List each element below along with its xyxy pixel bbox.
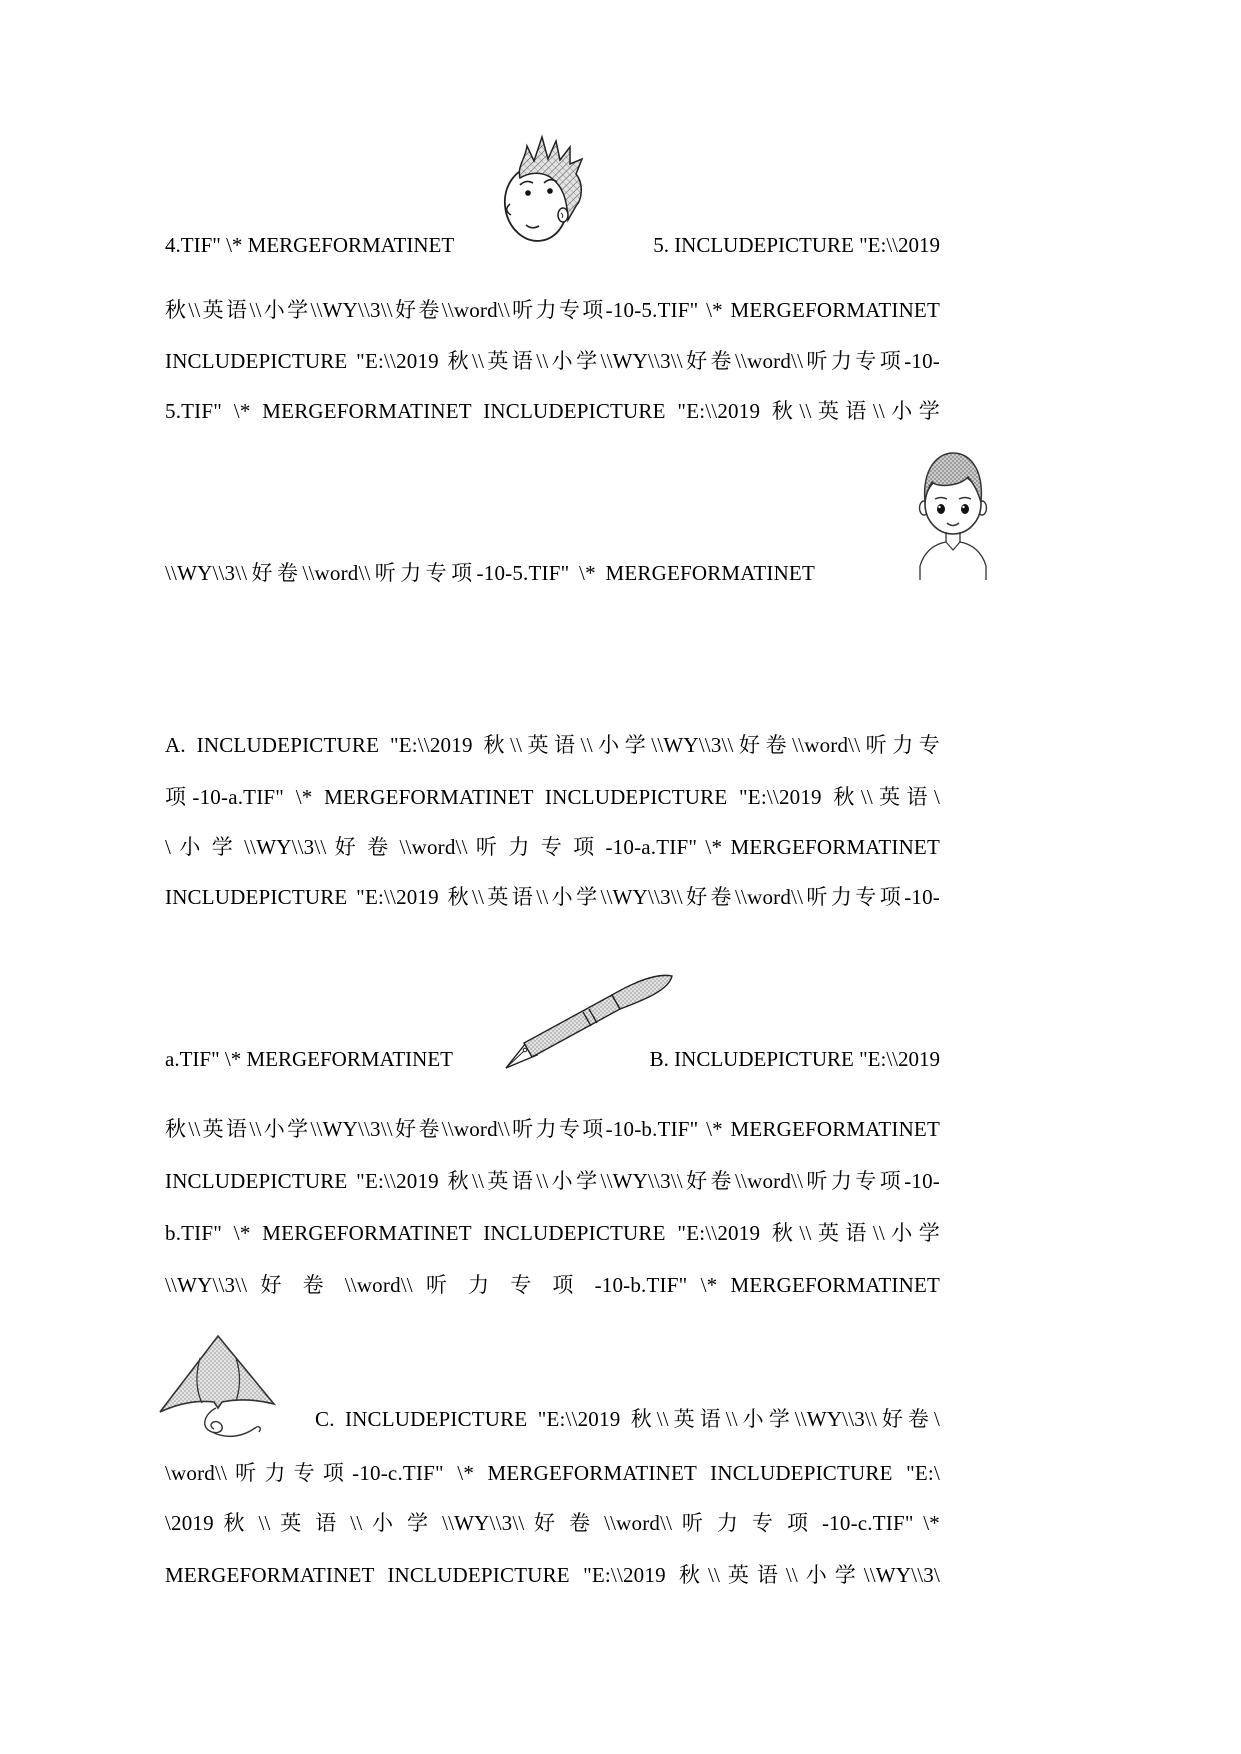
field-code-line: 5. INCLUDEPICTURE "E:\\2019	[653, 233, 940, 257]
field-code-line: 5.TIF" \* MERGEFORMATINET INCLUDEPICTURE "E:\\2019 秋\\英语\\小学	[165, 399, 940, 423]
field-code-line: \2019 秋 \\ 英 语 \\ 小 学 \\WY\\3\\ 好 卷 \\word\\ 听 力 专 项 -10-c.TIF" \*	[165, 1511, 940, 1535]
field-code-line: a.TIF" \* MERGEFORMATINET	[165, 1047, 453, 1071]
boy-head-image	[910, 438, 996, 580]
spiky-hair-face-image	[492, 132, 592, 246]
field-code-line: C. INCLUDEPICTURE "E:\\2019 秋\\英语\\小学\\WY\\3\\好卷\	[315, 1407, 940, 1431]
field-code-line: \ 小 学 \\WY\\3\\ 好 卷 \\word\\ 听 力 专 项 -10-a.TIF" \* MERGEFORMATINET	[165, 835, 940, 859]
field-code-line: \word\\听力专项-10-c.TIF" \* MERGEFORMATINET INCLUDEPICTURE "E:\	[165, 1461, 940, 1485]
field-code-line: INCLUDEPICTURE "E:\\2019 秋\\英语\\小学\\WY\\3\\好卷\\word\\听力专项-10-	[165, 885, 940, 909]
field-code-line: 项-10-a.TIF" \* MERGEFORMATINET INCLUDEPICTURE "E:\\2019 秋\\英语\	[165, 785, 940, 809]
field-code-line: b.TIF" \* MERGEFORMATINET INCLUDEPICTURE "E:\\2019 秋\\英语\\小学	[165, 1221, 940, 1245]
field-code-line: INCLUDEPICTURE "E:\\2019 秋\\英语\\小学\\WY\\3\\好卷\\word\\听力专项-10-	[165, 349, 940, 373]
field-code-line: INCLUDEPICTURE "E:\\2019 秋\\英语\\小学\\WY\\3\\好卷\\word\\听力专项-10-	[165, 1169, 940, 1193]
field-code-line: 4.TIF" \* MERGEFORMATINET	[165, 233, 455, 257]
field-code-line: 秋\\英语\\小学\\WY\\3\\好卷\\word\\听力专项-10-b.TIF" \* MERGEFORMATINET	[165, 1117, 940, 1141]
field-code-line: MERGEFORMATINET INCLUDEPICTURE "E:\\2019 秋\\英语\\小学\\WY\\3\	[165, 1563, 940, 1587]
field-code-line: \\WY\\3\\好卷\\word\\听力专项-10-5.TIF" \* MERGEFORMATINET	[165, 561, 815, 585]
field-code-line: \\WY\\3\\ 好 卷 \\word\\ 听 力 专 项 -10-b.TIF" \* MERGEFORMATINET	[165, 1273, 940, 1297]
field-code-line: 秋\\英语\\小学\\WY\\3\\好卷\\word\\听力专项-10-5.TIF" \* MERGEFORMATINET	[165, 298, 940, 322]
field-code-line: B. INCLUDEPICTURE "E:\\2019	[649, 1047, 940, 1071]
kite-image	[156, 1330, 278, 1444]
field-code-line: A. INCLUDEPICTURE "E:\\2019 秋\\英语\\小学\\WY\\3\\好卷\\word\\听力专	[165, 733, 940, 757]
